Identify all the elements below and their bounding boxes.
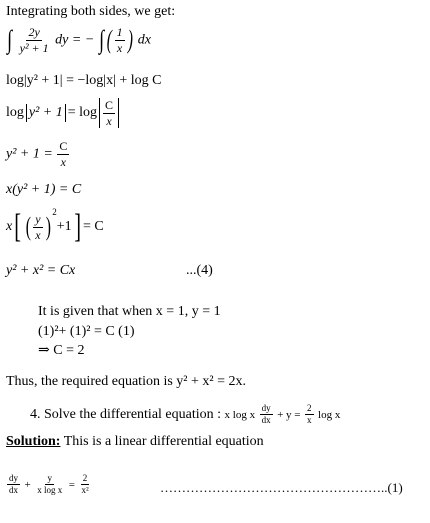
fraction-denominator: dx bbox=[261, 415, 271, 426]
paren-close: ) bbox=[127, 25, 133, 55]
fraction-y-over-x bbox=[33, 213, 42, 241]
equation-tag-1: ……………………………………………..(1) bbox=[160, 480, 403, 495]
given-line-2: (1)²+ (1)² = C (1) bbox=[38, 324, 135, 339]
fraction-denominator: dx bbox=[9, 485, 18, 496]
question-lhs: x log x bbox=[224, 409, 256, 422]
bracket-open: [ bbox=[14, 208, 22, 245]
fraction-c-over-x bbox=[57, 140, 69, 168]
fraction-denominator: x log x bbox=[37, 485, 63, 496]
fraction-dy-dx bbox=[7, 474, 20, 496]
fraction-y-over-xlogx bbox=[35, 474, 64, 496]
exponent-2: 2 bbox=[52, 206, 57, 217]
fraction-numerator: 2y bbox=[28, 25, 40, 39]
log-equation-2 bbox=[6, 98, 121, 128]
equation-tag-4: ...(4) bbox=[186, 263, 213, 278]
x-term: x bbox=[6, 219, 13, 235]
equals-sign: = bbox=[68, 479, 75, 492]
heading: Integrating both sides, we get: bbox=[6, 4, 176, 19]
fraction-denominator: x bbox=[60, 154, 66, 169]
fraction-numerator: dy bbox=[260, 404, 273, 415]
question-number: 4. bbox=[30, 407, 41, 423]
fraction-1-over-x bbox=[115, 26, 125, 54]
equation-bracket bbox=[6, 206, 104, 245]
abs-bar bbox=[118, 98, 119, 128]
log-equation-1: log|y² + 1| = −log|x| + log C bbox=[6, 73, 162, 88]
fraction-numerator: C bbox=[105, 97, 114, 112]
paren-open: ( bbox=[25, 212, 31, 241]
bracket-close: ] bbox=[73, 208, 81, 245]
integral-sign-left: ∫ bbox=[7, 25, 13, 55]
conclusion: Thus, the required equation is y² + x² = 2x. bbox=[6, 374, 246, 389]
solution-label: Solution: bbox=[6, 434, 61, 449]
fraction-c-over-x bbox=[103, 99, 115, 127]
plus-one: +1 bbox=[56, 219, 72, 235]
fraction-numerator: y bbox=[35, 211, 41, 226]
fraction-numerator: 1 bbox=[116, 25, 123, 39]
rhs: = C bbox=[82, 219, 104, 235]
fraction-denominator: y² + 1 bbox=[19, 40, 49, 55]
final-equation bbox=[6, 474, 92, 496]
dy-term: dy = − bbox=[55, 32, 95, 48]
fraction-2-over-x bbox=[305, 404, 314, 426]
fraction-numerator: y bbox=[45, 474, 54, 485]
equation-result: y² + x² = Cx bbox=[6, 263, 76, 278]
plus-sign: + bbox=[24, 479, 31, 492]
equation-x-times: x(y² + 1) = C bbox=[6, 182, 82, 197]
abs-bar bbox=[99, 98, 100, 128]
abs-bar bbox=[65, 104, 66, 122]
fraction-denominator: x bbox=[307, 415, 312, 426]
solution-text: This is a linear differential equation bbox=[63, 434, 264, 449]
given-line-3: ⇒ C = 2 bbox=[38, 343, 85, 358]
fraction-denominator: x bbox=[106, 113, 112, 128]
fraction-numerator: C bbox=[59, 139, 68, 153]
log-label: log bbox=[6, 105, 24, 121]
integral-sign-right: ∫ bbox=[98, 25, 104, 55]
plus-y: + y = bbox=[277, 409, 301, 422]
fraction-denominator: x bbox=[35, 227, 41, 242]
fraction-numerator: 2 bbox=[305, 404, 314, 415]
equals-log: = log bbox=[67, 105, 98, 121]
fraction-denominator: x bbox=[116, 40, 123, 55]
solution-line bbox=[6, 435, 264, 449]
question-text: Solve the differential equation : bbox=[44, 407, 222, 423]
fraction-denominator: x² bbox=[81, 485, 89, 496]
fraction-2y bbox=[18, 26, 51, 54]
equation-y-squared bbox=[6, 140, 70, 168]
paren-close: ) bbox=[45, 212, 51, 241]
fraction-dy-dx bbox=[260, 404, 273, 426]
integral-equation bbox=[6, 26, 151, 54]
fraction-numerator: dy bbox=[7, 474, 20, 485]
abs-bar bbox=[26, 104, 27, 122]
log-x: log x bbox=[318, 409, 341, 422]
fraction-numerator: 2 bbox=[81, 474, 90, 485]
question-4 bbox=[30, 404, 340, 426]
given-line-1: It is given that when x = 1, y = 1 bbox=[38, 304, 221, 319]
fraction-2-over-x-squared bbox=[79, 474, 90, 496]
lhs: y² + 1 = bbox=[6, 146, 53, 162]
abs-content: y² + 1 bbox=[28, 105, 63, 121]
dx-term: dx bbox=[137, 32, 151, 48]
paren-open: ( bbox=[106, 25, 112, 55]
